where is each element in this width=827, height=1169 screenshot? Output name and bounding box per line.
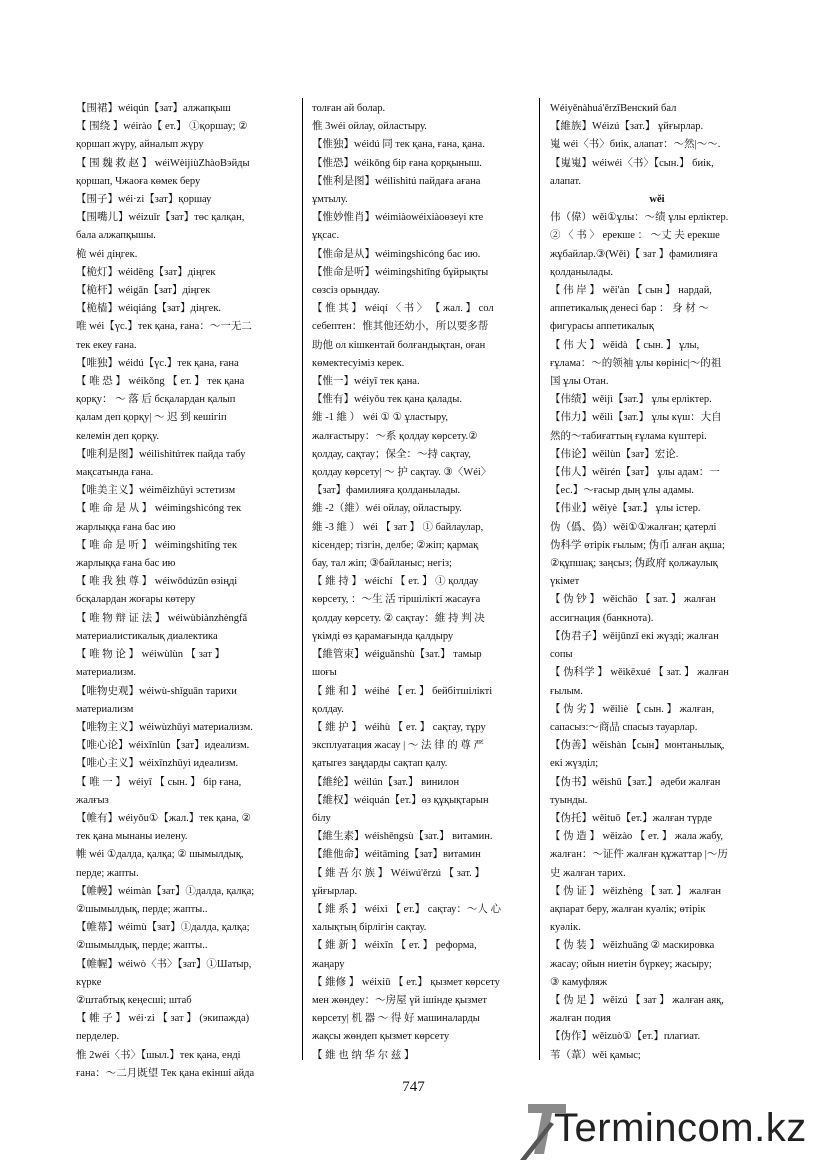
entry-line: жалғастыру：～系 қолдау көрсету.② [312,430,478,442]
entry-line: 【嵬嵬】wéiwéi〈书〉【сын.】 биік, [550,157,714,169]
entry-line: жарлыққа ғана бас ию [76,521,176,533]
entry-line: 【 維 也 纳 华 尔 兹 】 [312,1049,415,1061]
entry-line: мақсатында ғана. [76,467,154,479]
entry-line: ③ камуфляж [550,976,608,988]
entry-line: жалған подия [550,1013,611,1025]
entry-line: ақпарат беру, жалған куәлік; өтірік [550,903,706,915]
logo-text: Termincom.kz [554,1106,807,1150]
dictionary-column-2 [312,100,530,1065]
entry-line: 【惟命是听】wéimìngshìtīng бұйрықты [312,266,489,278]
entry-line: 【伟业】wěiyè【зат.】 ұлы істер. [550,503,701,515]
entry-line: қоршап, Чжаоға көмек беру [76,175,201,187]
entry-line: 伪（僞、偽）wěi①①жалған; қатерлі [550,521,717,533]
entry-line: бау, тал жіп; ③байланыс; негіз; [312,558,452,570]
entry-line: үкімді өз қарамағында қалдыру [312,630,454,642]
entry-line: сопы [550,649,573,661]
entry-line: көрсету| 机 器 ～ 得 好 машиналарды [312,1013,480,1025]
entry-line: 【 唯 命 是 听 】 wéimìngshìtīng тек [76,539,238,551]
entry-line: 【帷有】wéiyǒu①【жал.】тек қана, ② [76,812,251,824]
entry-line: сапасыз:～商品 спасыз тауарлар. [550,721,698,733]
entry-line: 維 -1 維 ） wéi ① ① ұластыру, [312,412,448,424]
entry-line: үкімет [550,576,580,588]
entry-line: себептен：惟其他还幼小，所以要多帮 [312,321,489,333]
entry-line: ② 〈 书 〉 ерекше ： ～丈 夫 ерекше [550,230,720,242]
entry-line: қоршап жүру, айналып жүру [76,139,204,151]
entry-line: материалистикалық диалектика [76,630,218,642]
entry-line: 【惟一】wéiyī тек қана. [312,376,420,388]
entry-line: 苇（葦）wěi қамыс; [550,1049,641,1061]
entry-line: 【围裙】wéiqún【зат】алжапқыш [76,103,231,114]
entry-line: ұқсас. [312,230,340,242]
entry-line: 【 維 护 】 wéihù 【 ет. 】 сақтау, тұру [312,721,486,733]
entry-line: жарлыққа ғана бас ию [76,558,176,570]
entry-line: 【 伪 造 】 wěizào 【 ет. 】 жала жабу, [550,831,724,843]
entry-line: ғұлама：～的领袖 ұлы көрініс|～的祖 [550,357,722,369]
entry-line: жақсы жөндеп қызмет көрсету [312,1031,450,1043]
entry-line: қолдау көрсету| ～ 护 сақтау. ③〈Wéi〉 [312,467,492,479]
entry-line: ғана：～二月既望 Тек қана екінші айда [76,1067,255,1079]
entry-line: 【 伟 岸 】 wěi'àn 【 сын 】 нардай, [550,285,712,297]
entry-line: 【伪托】wěituō【ет.】жалған түрде [550,812,713,824]
entry-line: жалғыз [76,794,109,806]
entry-line: 【帷幔】wéimàn【зат】①далда, қалқа; [76,885,255,897]
entry-line: 【伪君子】wěijūnzǐ екі жүзді; жалған [550,630,719,642]
column-divider-2 [539,98,540,1060]
entry-line: 伪科学 өтірік ғылым; 伪币 алған ақша; [550,539,725,551]
entry-line: 【唯利是图】wéilìshìtúтек пайда табу [76,448,246,460]
entry-line: 【伪作】wěizuò①【ет.】плагиат. [550,1031,701,1043]
entry-line: 【維他命】wéitāmìng【зат】витамин [312,849,481,861]
entry-line: 【帷幄】wéiwò〈书〉【зат】①Шатыр, [76,958,252,970]
entry-line: эксплуатация жасау | ～ 法 律 的 尊 严 [312,740,484,752]
entry-line: жалған：～证件 жалған құжаттар |～历 [550,849,728,861]
entry-line: 【围嘴儿】wéizuǐr【зат】төс қалқан, [76,212,245,224]
entry-line: тек екеу ғана. [76,339,137,351]
dictionary-column-1 [76,100,292,1083]
entry-line: 【伪善】wěishàn【сын】монтанылық, [550,740,725,752]
entry-line: 【 伪 证 】 wěizhèng 【 зат. 】 жалған [550,885,722,897]
entry-line: 【惟独】wéidú 同 тек қана, ғана, қана. [312,139,485,151]
entry-line: қалам деп қорқу| ～ 迟 到 кешігіп [76,412,227,424]
entry-line: ②шымылдық, перде; жапты.. [76,903,208,915]
column-divider-1 [302,98,303,1060]
entry-line: 嵬 wéi〈书〉биік, алапат：～然|～～. [550,139,721,151]
entry-line: 【維权】wéiquán【ет.】өз құқықтарын [312,794,489,806]
entry-line: 然的～табиғаттың ғұлама күштері. [550,430,707,442]
entry-line: 【伟力】wěilì【зат.】 ұлы күш：大自 [550,412,722,424]
entry-line: 【 伪科学 】 wěikēxué 【 зат. 】 жалған [550,667,729,679]
entry-line: қатыгез заңдарды сақтап қалу. [312,758,448,770]
entry-line: 【桅樯】wéiqiáng【зат】діңгек. [76,303,222,315]
entry-line: 【伟人】wěirén【зат】 ұлы адам：一 [550,467,720,479]
entry-line: тек қана мынаны иелену. [76,831,188,843]
entry-line: 国 ұлы Отан. [550,376,609,388]
entry-line: көрсету, ：～生 活 тіршілікті жасауға [312,594,481,606]
entry-line: 【伪书】wěishū【зат.】 әдеби жалған [550,776,721,788]
entry-line: жұбайлар.③(Wěi)【 зат 】фамилияға [550,248,718,260]
entry-line: 【伟绩】wěijì【зат.】 ұлы ерліктер. [550,394,712,406]
entry-line: қорқу： ～ 落 后 бсқалардан қалып [76,394,236,406]
entry-line: 唯 wéi【үс.】тек қана, ғана：～一无二 [76,321,252,333]
entry-line: 【 围 魏 救 赵 】 wéiWèijiùZhàoВэйды [76,157,250,169]
entry-line: 【 伪 劣 】 wěiliè 【 сын. 】 жалған, [550,703,715,715]
entry-line: 【 唯 物 辩 证 法 】 wéiwùbiànzhèngfǎ [76,612,248,624]
entry-line: материализм. [76,667,136,679]
entry-line: 【 維 系 】 wéixì 【 ет.】 сақтау：～人 心 [312,903,502,915]
entry-line: 惟 2wéi〈书〉【шыл.】тек қана, енді [76,1049,241,1061]
entry-line: алапат. [550,175,581,187]
entry-line: 【 唯 我 独 尊 】 wéiwǒdúzūn өзіңді [76,576,238,588]
entry-line: перде; жапты. [76,867,139,879]
entry-line: ②штабтық кеңесші; штаб [76,994,192,1006]
entry-line: бала алжапқышы. [76,230,156,242]
entry-line: қолдау. [312,703,344,715]
entry-line: 【 伪 钞 】 wěichāo 【 зат. 】 жалған [550,594,716,606]
entry-line: ұйғырлар. [312,885,358,897]
entry-line: перделер. [76,1031,120,1043]
entry-line: білу [312,812,331,824]
entry-line: келемін деп қорқу. [76,430,159,442]
entry-line: 【 伟 大 】 wěidà 【 сын. 】 ұлы, [550,339,700,351]
entry-line: 【惟命是从】wéimìngshìcóng бас ию. [312,248,481,260]
entry-line: 【維族】Wéizú【зат.】 ұйғырлар. [550,121,704,133]
entry-line: 帷 wéi ①далда, қалқа; ② шымылдық, [76,849,244,861]
entry-line: қолдау көрсету. ② сақтау：維 持 判 决 [312,612,485,624]
entry-line: қолданылады. [550,266,614,278]
entry-line: көмектесуіміз керек. [312,357,405,369]
termincom-logo[interactable] [520,1098,820,1162]
entry-line: ②шымылдық, перде; жапты.. [76,940,208,952]
entry-line: толған ай болар. [312,103,386,114]
entry-line: ұмтылу. [312,194,348,206]
entry-line: 【 围绕 】wéirào【 ет.】 ①қоршау; ② [76,121,248,133]
entry-line: 【围子】wéi·zi【зат】қоршау [76,194,212,206]
entry-line: 【 唯 恐 】 wéikǒng 【 ет. 】 тек қана [76,376,245,388]
entry-line: 桅 wéi діңгек. [76,248,138,260]
entry-line: 【 唯 命 是 从 】 wéimìngshìcóng тек [76,503,242,515]
entry-line: 【惟利是图】wéilìshìtú пайдаға ағана [312,175,481,187]
entry-line: 【唯物主义】wéiwùzhǔyì материализм. [76,721,253,733]
entry-line: 【 維 和 】 wéihé 【 ет. 】 бейбітшілікті [312,685,493,697]
entry-line: ②құпшақ; заңсыз; 伪政府 қолжаулық [550,558,718,570]
entry-line: 【 伪 装 】 wěizhuāng ② маскировка [550,940,715,952]
entry-line: жасау; ойын ниетін бүркеу; жасыру; [550,958,712,970]
entry-line: 【伟论】wěilùn【зат】宏论. [550,448,679,460]
page-number: 747 [402,1079,425,1095]
entry-line: 【 唯 物 论 】 wéiwùlùn 【 зат 】 [76,649,226,661]
entry-line: 維 -3 維 ） wéi 【 зат 】 ① байлаулар, [312,521,484,533]
entry-line: фигурасы аппетикалық [550,321,654,333]
entry-line: 【 維修 】 wéixiū 【 ет.】 қызмет көрсету [312,976,500,988]
entry-line: материализм [76,703,134,715]
entry-line: халықтың бірлігін сақтау. [312,922,427,934]
section-heading: wěi [649,194,665,206]
entry-line: 【唯心主义】wéixīnzhǔyì идеализм. [76,758,239,770]
entry-line: 【惟有】wéiyǒu тек қана қалады. [312,394,462,406]
entry-line: ғылым. [550,685,583,697]
entry-line: 【 維 吾 尔 族 】 Wéiwú'ěrzú 【 зат. 】 [312,867,485,879]
entry-line: аппетикалық денесі бар ： 身 材 ～ [550,303,709,315]
entry-line: 【帷幕】wéimù【зат】①далда, қалқа; [76,922,250,934]
entry-line: 【維管束】wéiguǎnshù【зат.】 тамыр [312,649,482,661]
entry-line: шоғы [312,667,337,679]
entry-line: Wéiyěnàhuá'ěrzīВенский бал [550,103,677,114]
dictionary-column-3 [550,100,764,1065]
entry-line: қолдау, сақтау；保全：～持 сақтау, [312,448,471,460]
entry-line: 【 帷 子 】 wéi·zi 【 зат 】 (экипажда) [76,1013,250,1025]
entry-line: 【維生素】wéishēngsù【зат.】 витамин. [312,831,493,843]
entry-line: 【惟恐】wéikǒng бір ғана қорқыныш. [312,157,482,169]
entry-line: екі жүзділ; [550,758,599,770]
entry-line: 【зат】фамилияға қолданылады. [312,485,461,497]
entry-line: 惟 3wéi ойлау, ойластыру. [312,121,427,133]
entry-line: 【桅杆】wéigān【зат】діңгек [76,285,211,297]
entry-line: туынды. [550,794,588,806]
entry-line: жаңару [312,958,345,970]
entry-line: 【唯独】wéidú【үс.】тек қана, ғана [76,357,239,369]
entry-line: сөзсіз орындау. [312,285,380,297]
entry-line: 【桅灯】wéidēng【зат】діңгек [76,266,216,278]
entry-line: 【惟妙惟肖】wéimiàowéixiàoөзеуі кте [312,212,484,224]
entry-line: 史 жалған тарих. [550,867,626,879]
entry-line: 助他 ол кішкентай болғандықтан, оған [312,339,486,351]
entry-line: 【 維 持 】 wéichí 【 ет. 】 ① қолдау [312,576,479,588]
entry-line: 維 -2（維）wéi ойлау, ойластыру. [312,503,462,515]
entry-line: мен жөндеу：～房屋 үй ішінде қызмет [312,994,487,1006]
entry-line: куәлік. [550,922,581,934]
entry-line: 【 伪 足 】 wěizú 【 зат 】 жалған аяқ, [550,994,724,1006]
entry-line: кісендер; тізгін, делбе; ②жіп; қармақ [312,539,479,551]
entry-line: 【 唯 一 】 wéiyī 【 сын. 】 бір ғана, [76,776,242,788]
entry-line: 【 維 新 】 wéixīn 【 ет. 】 реформа, [312,940,477,952]
entry-line: 【維纶】wéilún【зат.】 винилон [312,776,460,788]
entry-line: 【ес.】～ғасыр дың ұлы адамы. [550,485,695,497]
entry-line: 伟（偉）wěi①ұлы：～绩 ұлы ерліктер. [550,212,729,224]
entry-line: күркe [76,976,102,988]
entry-line: 【 惟 其 】 wéiqí 〈 书 〉 【 жал. 】 сол [312,303,494,315]
entry-line: бсқалардан жоғары көтеру [76,594,196,606]
entry-line: 【唯美主义】wéiměizhǔyì эстетизм [76,485,236,497]
entry-line: 【唯心论】wéixīnlùn【зат】идеализм. [76,740,250,752]
entry-line: 【唯物史观】wéiwù-shǐguān тарихи [76,685,237,697]
entry-line: ассигнация (банкнота). [550,612,654,624]
